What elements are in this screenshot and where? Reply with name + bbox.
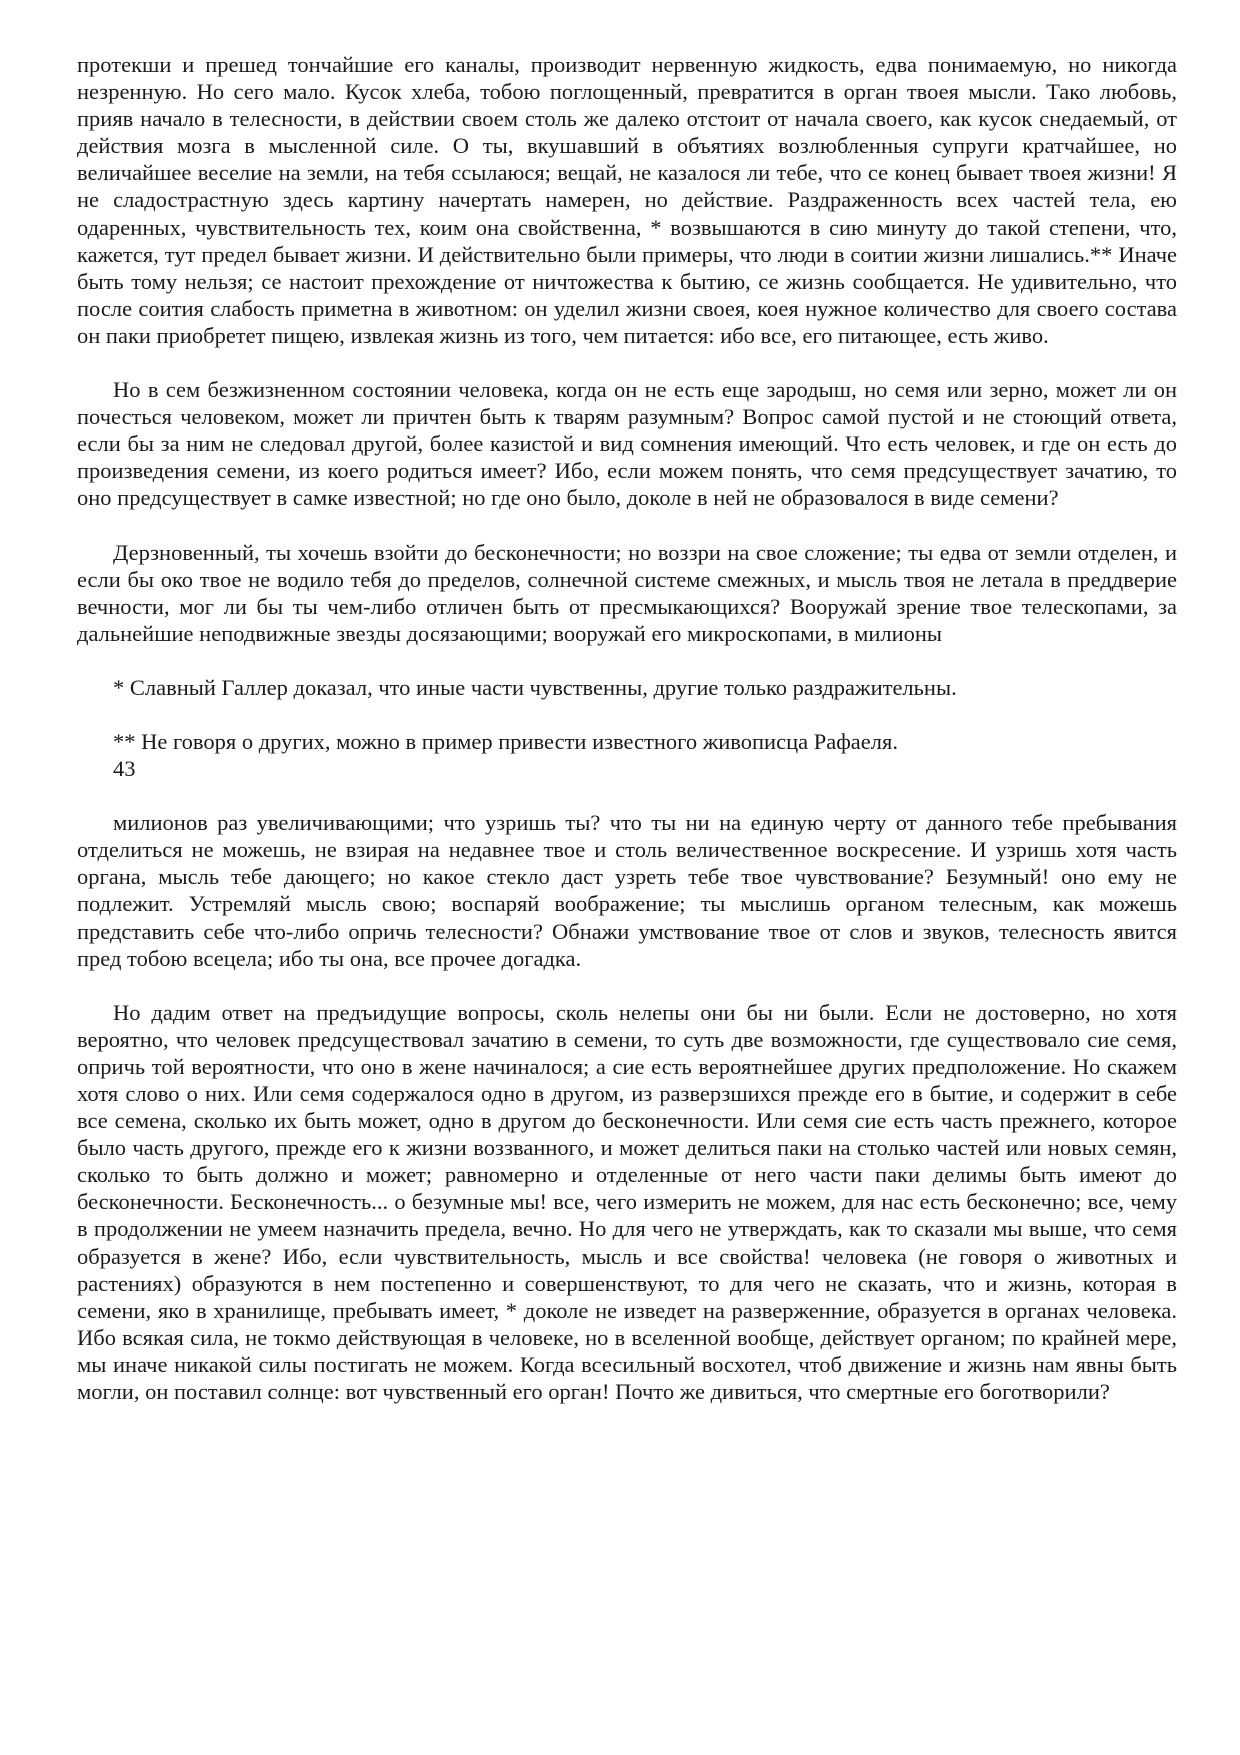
paragraph-gap	[77, 972, 1177, 999]
paragraph-5: Но дадим ответ на предъидущие вопросы, сколь нелепы они бы ни были. Если не достоверно, но хотя вероятно, что человек предсуществовал зачатию в семени, то суть две возможности, где существовало сие семя, опричь той вероятности, что оно в жене начиналося; а сие есть вероятнейшее других предположение. Но скажем хотя слово о них. Или семя содержалося одно в другом, из разверзшихся прежде его в бытие, и содержит в себе все семена, сколько их быть может, одно в другом до бесконечности. Или семя сие есть часть прежнего, которое было часть другого, прежде его к жизни воззванного, и может делиться паки на столько частей или новых семян, сколько то быть должно и может; равномерно и отделенные от него части паки делимы быть имеют до бесконечности. Бесконечность... о безумные мы! все, чего измерить не можем, для нас есть бесконечно; все, чему в продолжении не умеем назначить предела, вечно. Но для чего не утверждать, как то сказали мы выше, что семя образуется в жене? Ибо, если чувствительность, мысль и все свойства! человека (не говоря о животных и растениях) образуются в нем постепенно и совершенствуют, то для чего не сказать, что и жизнь, которая в семени, яко в хранилище, пребывать имеет, * доколе не изведет на разверженние, образуется в органах человека. Ибо всякая сила, не токмо действующая в человеке, но в вселенной вообще, действует органом; по крайней мере, мы иначе никакой силы постигать не можем. Когда всесильный восхотел, чтоб движение и жизнь нам явны быть могли, он поставил солнце: вот чувственный его орган! Почто же дивиться, что смертные его боготворили?	[77, 999, 1177, 1405]
page-number: 43	[113, 756, 136, 782]
paragraph-4: милионов раз увеличивающими; что узришь ты? что ты ни на единую черту от данного тебе пребывания отделиться не можешь, не взирая на недавнее твое и столь величественное воскресение. И узришь хотя часть органа, мысль тебе дающего; но какое стекло даст узреть тебе твое чувствование? Безумный! оно ему не подлежит. Устремляй мысль свою; воспаряй воображение; ты мыслишь органом телесным, как можешь представить себе что-либо опричь телесности? Обнажи умствование твое от слов и звуков, телесность явится пред тобою всецела; ибо ты она, все прочее догадка.	[77, 810, 1177, 971]
paragraph-gap	[77, 349, 1177, 376]
footnote-1: * Славный Галлер доказал, что иные части чувственны, другие только раздражительны.	[113, 674, 957, 700]
paragraph-gap	[77, 701, 1177, 728]
footnote-2: ** Не говоря о других, можно в пример привести известного живописца Рафаеля.	[113, 728, 898, 754]
paragraph-2: Но в сем безжизненном состоянии человека, когда он не есть еще зародыш, но семя или зерно, может ли он почесться человеком, может ли причтен быть к тварям разумным? Вопрос самой пустой и не стоющий ответа, если бы за ним не следовал другой, более казистой и вид сомнения имеющий. Что есть человек, и где он есть до произведения семени, из коего родиться имеет? Ибо, если можем понять, что семя предсуществует зачатию, то оно предсуществует в самке известной; но где оно было, доколе в ней не образовалося в виде семени?	[77, 377, 1177, 511]
paragraph-1: протекши и прешед тончайшие его каналы, производит нервенную жидкость, едва понимаемую, но никогда незренную. Но сего мало. Кусок хлеба, тобою поглощенный, превратится в орган твоея мысли. Тако любовь, прияв начало в телесности, в действии своем столь же далеко отстоит от начала своего, как кусок снедаемый, от действия мозга в мысленной силе. О ты, вкушавший в объятиях возлюбленныя супруги кратчайшее, но величайшее веселие на земли, на тебя ссылаюся; вещай, не казалося ли тебе, что се конец бывает твоея жизни! Я не сладострастную здесь картину начертать намерен, но действие. Раздраженность всех частей тела, ею одаренных, чувствительность тех, коим она свойственна, * возвышаются в сию минуту до такой степени, что, кажется, тут предел бывает жизни. И действительно были примеры, что люди в соитии жизни лишались.** Иначе быть тому нельзя; се настоит прехождение от ничтожества к бытию, се жизнь сообщается. Не удивительно, что после соития слабость приметна в животном: он уделил жизни своея, коея нужное количество для своего состава он паки приобретет пищею, извлекая жизнь из того, чем питается: ибо все, его питающее, есть живо.	[77, 52, 1177, 348]
paragraph-gap	[77, 782, 1177, 809]
paragraph-3: Дерзновенный, ты хочешь взойти до бесконечности; но воззри на свое сложение; ты едва от земли отделен, и если бы око твое не водило тебя до пределов, солнечной системе смежных, и мысль твоя не летала в преддверие вечности, мог ли бы ты чем-либо отличен быть от пресмыкающихся? Вооружай зрение твое телескопами, за дальнейшие неподвижные звезды досязающими; вооружай его микроскопами, в милионы	[77, 539, 1177, 646]
paragraph-gap	[77, 647, 1177, 674]
paragraph-gap	[77, 512, 1177, 539]
document-page	[77, 51, 1177, 1405]
